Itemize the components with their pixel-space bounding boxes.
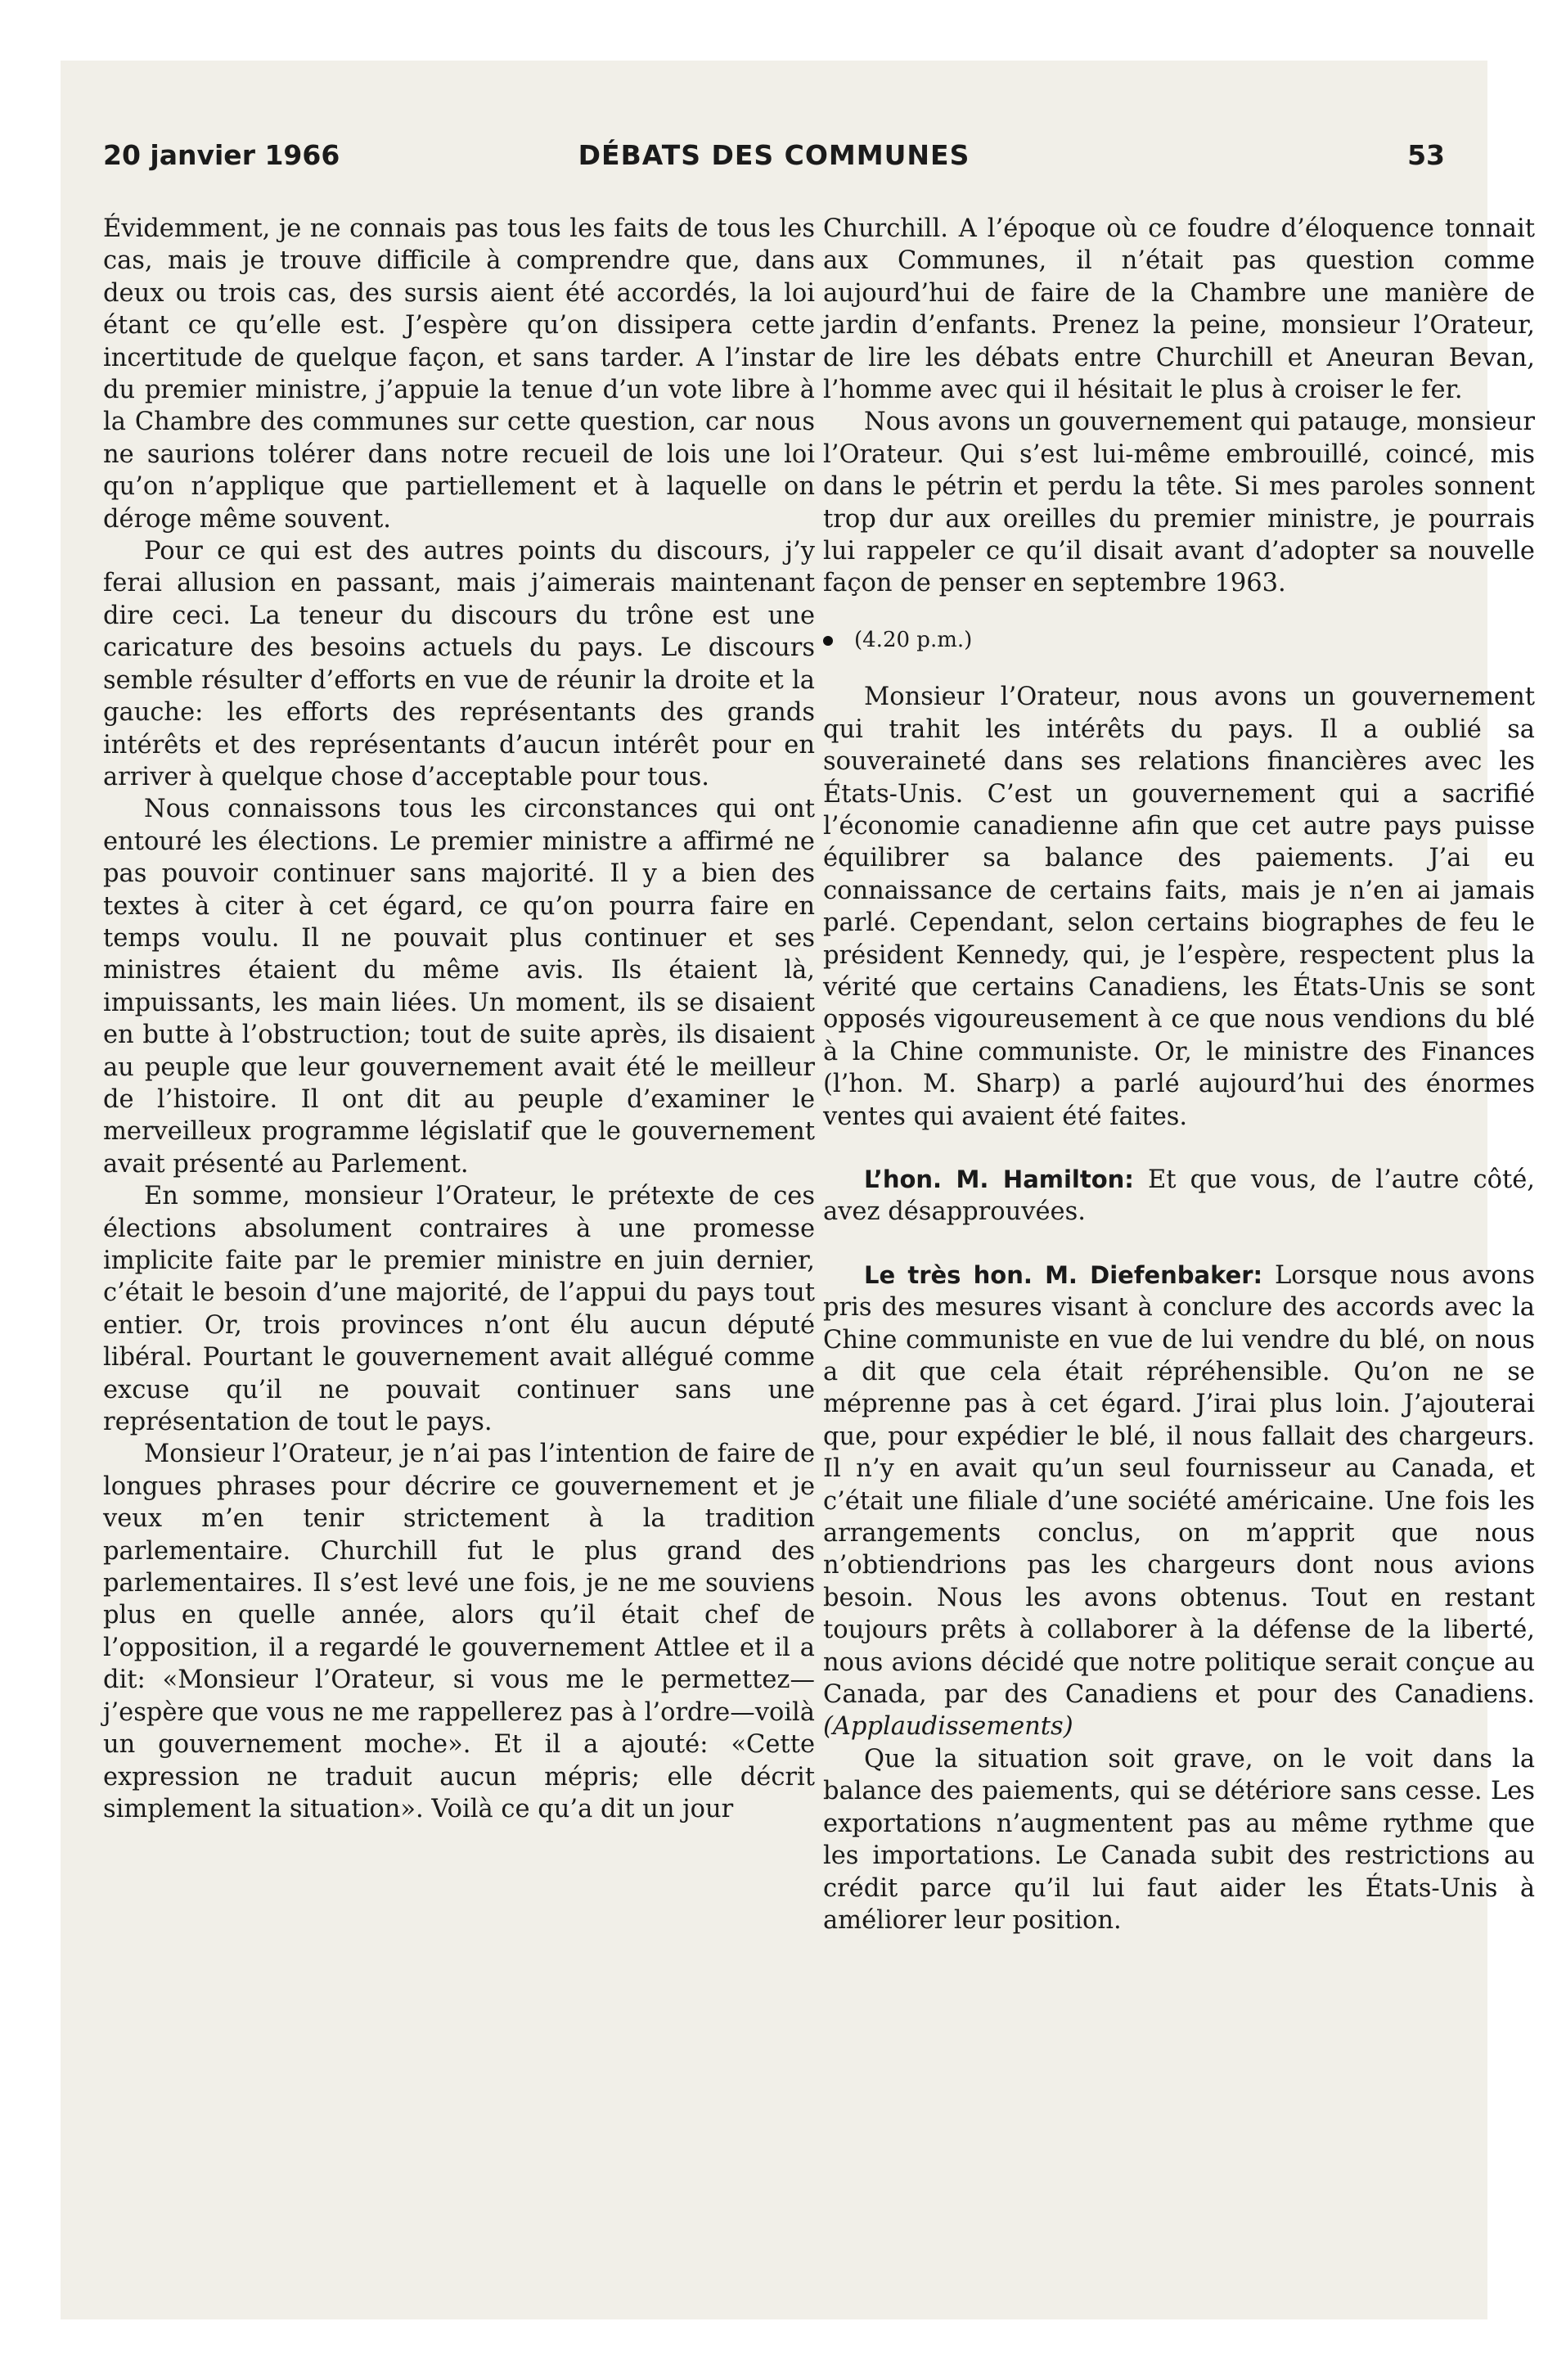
- paragraph: Nous connaissons tous les circonstances qui ont entouré les élections. Le premier ministre a affirmé ne pas pouvoir continuer sans majorité. Il y a bien des textes à citer à cet égard, ce qu’on pourra faire en temps voulu. Il ne pouvait plus continuer et ses ministres étaient du même avis. Ils étaient là, impuissants, les main liées. Un moment, ils se disaient en butte à l’obstruction; tout de suite après, ils disaient au peuple que leur gouvernement avait été le meilleur de l’histoire. Il ont dit au peuple d’examiner le merveilleux programme législatif que le gouvernement avait présenté au Parlement.: [103, 795, 815, 1179]
- right-column: [823, 213, 1535, 1936]
- time-marker: [823, 624, 1535, 656]
- speaker-text: Lorsque nous avons pris des mesures visant à conclure des accords avec la Chine communiste en vue de lui vendre du blé, on nous a dit que cela était répréhensible. Qu’on ne se méprenne pas à cet égard. J’irai plus loin. J’ajouterai que, pour expédier le blé, il nous fallait des chargeurs. Il n’y en avait qu’un seul fournisseur au Canada, et c’était une filiale d’une société américaine. Une fois les arrangements conclus, on m’apprit que nous n’obtiendrions pas les chargeurs dont nous avions besoin. Nous les avons obtenus. Tout en restant toujours prêts à collaborer à la défense de la liberté, nous avions décidé que notre politique serait conçue au Canada, par des Canadiens et pour des Canadiens.: [823, 1260, 1536, 1710]
- paragraph: Nous avons un gouvernement qui patauge, monsieur l’Orateur. Qui s’est lui-même embrouillé, coincé, mis dans le pétrin et perdu la tête. Si mes paroles sonnent trop dur aux oreilles du premier ministre, je pourrais lui rappeler ce qu’il disait avant d’adopter sa nouvelle façon de penser en septembre 1963.: [823, 408, 1535, 598]
- page-header: [103, 139, 1445, 180]
- paragraph: Churchill. A l’époque où ce foudre d’éloquence tonnait aux Communes, il n’était pas question comme aujourd’hui de faire de la Chambre une manière de jardin d’enfants. Prenez la peine, monsieur l’Orateur, de lire les débats entre Churchill et Aneuran Bevan, l’homme avec qui il hésitait le plus à croiser le fer.: [823, 214, 1535, 405]
- speaker-paragraph: [823, 1164, 1535, 1228]
- header-title: DÉBATS DES COMMUNES: [578, 139, 970, 171]
- bullet-icon: [823, 636, 833, 646]
- speaker-paragraph: [823, 1260, 1535, 1743]
- header-date: 20 janvier 1966: [103, 139, 340, 171]
- paragraph: En somme, monsieur l’Orateur, le prétexte de ces élections absolument contraires à une promesse implicite faite par le premier ministre en juin dernier, c’était le besoin d’une majorité, de l’appui du pays tout entier. Or, trois provinces n’ont élu aucun député libéral. Pourtant le gouvernement avait allégué comme excuse qu’il ne pouvait continuer sans une représentation de tout le pays.: [103, 1182, 815, 1437]
- page-sheet: [61, 61, 1536, 2319]
- page-number: 53: [1407, 139, 1445, 171]
- paragraph: Pour ce qui est des autres points du discours, j’y ferai allusion en passant, mais j’aimerais maintenant dire ceci. La teneur du discours du trône est une caricature des besoins actuels du pays. Le discours semble résulter d’efforts en vue de réunir la droite et la gauche: les efforts des représentants des grands intérêts et des représentants d’aucun intérêt pour en arriver à quelque chose d’acceptable pour tous.: [103, 537, 815, 791]
- speaker-text: Et que vous, de l’autre côté, avez désapprouvées.: [823, 1165, 1535, 1227]
- speaker-name: Le très hon. M. Diefenbaker:: [864, 1260, 1263, 1289]
- left-column: [103, 213, 815, 1825]
- applause-note: (Applaudissements): [823, 1712, 1073, 1742]
- paragraph: Que la situation soit grave, on le voit dans la balance des paiements, qui se détériore sans cesse. Les exportations n’augmentent pas au même rythme que les importations. Le Canada subit des restrictions au crédit parce qu’il lui faut aider les États-Unis à améliorer leur position.: [823, 1744, 1535, 1935]
- paragraph: Monsieur l’Orateur, je n’ai pas l’intention de faire de longues phrases pour décrire ce gouvernement et je veux m’en tenir strictement à la tradition parlementaire. Churchill fut le plus grand des parlementaires. Il s’est levé une fois, je ne me souviens plus en quelle année, alors qu’il était chef de l’opposition, il a regardé le gouvernement Attlee et il a dit: «Monsieur l’Orateur, si vous me le permettez—j’espère que vous ne me rappellerez pas à l’ordre—voilà un gouvernement moche». Et il a ajouté: «Cette expression ne traduit aucun mépris; elle décrit simplement la situation». Voilà ce qu’a dit un jour: [103, 1440, 815, 1823]
- paragraph: Évidemment, je ne connais pas tous les faits de tous les cas, mais je trouve difficile à comprendre que, dans deux ou trois cas, des sursis aient été accordés, la loi étant ce qu’elle est. J’espère qu’on dissipera cette incertitude de quelque façon, et sans tarder. A l’instar du premier ministre, j’appuie la tenue d’un vote libre à la Chambre des communes sur cette question, car nous ne saurions tolérer dans notre recueil de lois une loi qu’on n’applique que partiellement et à laquelle on déroge même souvent.: [103, 214, 815, 534]
- time-stamp: (4.20 p.m.): [854, 627, 973, 652]
- speaker-name: L’hon. M. Hamilton:: [864, 1165, 1134, 1193]
- paragraph: Monsieur l’Orateur, nous avons un gouvernement qui trahit les intérêts du pays. Il a oublié sa souveraineté dans ses relations financières avec les États-Unis. C’est un gouvernement qui a sacrifié l’économie canadienne afin que cet autre pays puisse équilibrer sa balance des paiements. J’ai eu connaissance de certains faits, mais je n’en ai jamais parlé. Cependant, selon certains biographes de feu le président Kennedy, qui, je l’espère, respectent plus la vérité que certains Canadiens, les États-Unis se sont opposés vigoureusement à ce que nous vendions du blé à la Chine communiste. Or, le ministre des Finances (l’hon. M. Sharp) a parlé aujourd’hui des énormes ventes qui avaient été faites.: [823, 683, 1535, 1131]
